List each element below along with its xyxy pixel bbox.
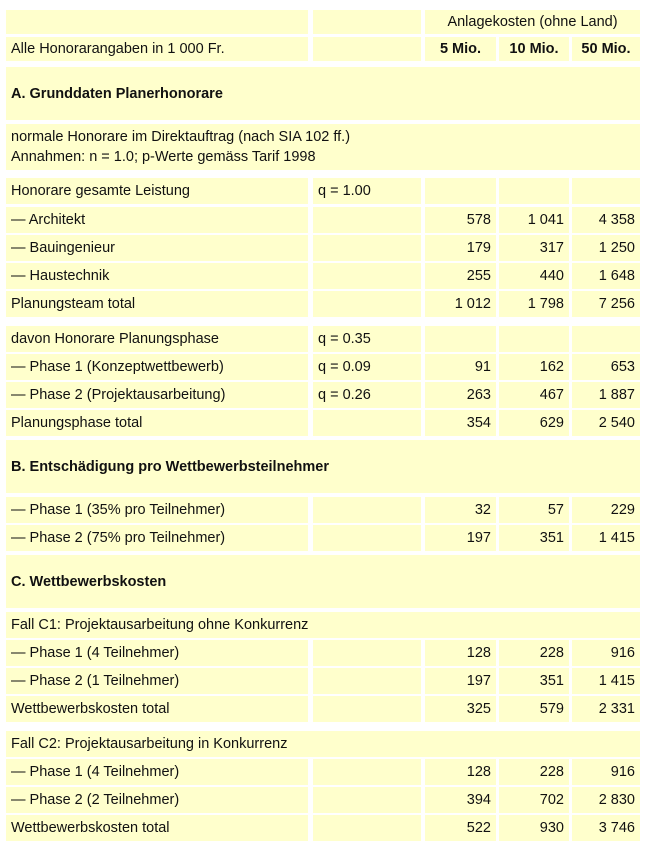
row-label: — Phase 2 (1 Teilnehmer) <box>6 668 308 694</box>
total-value: 930 <box>499 815 569 841</box>
q-value <box>313 291 421 317</box>
q-value <box>313 696 421 722</box>
value-cell: 1 648 <box>572 263 640 289</box>
q-value <box>313 525 421 551</box>
row-label: — Phase 1 (Konzeptwettbewerb) <box>6 354 308 380</box>
row-label: — Haustechnik <box>6 263 308 289</box>
value-cell: 255 <box>425 263 496 289</box>
section-title: A. Grunddaten Planerhonorare <box>6 67 640 120</box>
value-cell: 197 <box>425 525 496 551</box>
q-value: q = 0.26 <box>313 382 421 408</box>
row-label: — Phase 2 (2 Teilnehmer) <box>6 787 308 813</box>
total-label: Planungsphase total <box>6 410 308 436</box>
value-cell: 229 <box>572 497 640 523</box>
value-cell: 128 <box>425 640 496 666</box>
total-label: Wettbewerbskosten total <box>6 696 308 722</box>
q-value <box>313 410 421 436</box>
value-cell: 394 <box>425 787 496 813</box>
value-cell: 1 415 <box>572 668 640 694</box>
units-label: Alle Honorarangaben in 1 000 Fr. <box>6 37 308 61</box>
q-value <box>313 263 421 289</box>
total-label: Wettbewerbskosten total <box>6 815 308 841</box>
value-cell: 32 <box>425 497 496 523</box>
total-value: 325 <box>425 696 496 722</box>
column-header: 50 Mio. <box>572 37 640 61</box>
row-label: — Phase 2 (75% pro Teilnehmer) <box>6 525 308 551</box>
q-value <box>313 668 421 694</box>
value-cell: 467 <box>499 382 569 408</box>
value-cell: 440 <box>499 263 569 289</box>
total-value: 629 <box>499 410 569 436</box>
value-cell: 916 <box>572 759 640 785</box>
value-cell: 228 <box>499 640 569 666</box>
total-value: 1 798 <box>499 291 569 317</box>
total-value: 579 <box>499 696 569 722</box>
value-cell <box>425 326 496 352</box>
value-cell: 351 <box>499 525 569 551</box>
total-label: Planungsteam total <box>6 291 308 317</box>
section-title: B. Entschädigung pro Wettbewerbsteilnehmer <box>6 440 640 493</box>
note-line: Annahmen: n = 1.0; p-Werte gemäss Tarif 1998 <box>11 149 316 165</box>
header-blank-q <box>313 10 421 34</box>
value-cell: 162 <box>499 354 569 380</box>
value-cell: 91 <box>425 354 496 380</box>
q-value: q = 0.35 <box>313 326 421 352</box>
header-blank-q2 <box>313 37 421 61</box>
value-cell: 1 415 <box>572 525 640 551</box>
q-value <box>313 207 421 233</box>
value-cell: 263 <box>425 382 496 408</box>
column-header: 10 Mio. <box>499 37 569 61</box>
q-value: q = 0.09 <box>313 354 421 380</box>
value-cell: 702 <box>499 787 569 813</box>
group-label: davon Honorare Planungsphase <box>6 326 308 352</box>
case-label: Fall C2: Projektausarbeitung in Konkurrenz <box>6 731 640 757</box>
header-group-label: Anlagekosten (ohne Land) <box>425 10 640 34</box>
note-line: normale Honorare im Direktauftrag (nach SIA 102 ff.) <box>11 129 351 145</box>
row-label: — Architekt <box>6 207 308 233</box>
value-cell: 228 <box>499 759 569 785</box>
value-cell <box>425 178 496 204</box>
column-header: 5 Mio. <box>425 37 496 61</box>
value-cell: 1 250 <box>572 235 640 261</box>
q-value <box>313 235 421 261</box>
section-title: C. Wettbewerbskosten <box>6 555 640 608</box>
value-cell: 128 <box>425 759 496 785</box>
total-value: 2 540 <box>572 410 640 436</box>
value-cell: 57 <box>499 497 569 523</box>
value-cell: 653 <box>572 354 640 380</box>
value-cell: 1 041 <box>499 207 569 233</box>
total-value: 3 746 <box>572 815 640 841</box>
row-label: — Phase 2 (Projektausarbeitung) <box>6 382 308 408</box>
value-cell: 2 830 <box>572 787 640 813</box>
q-value <box>313 497 421 523</box>
value-cell <box>572 326 640 352</box>
note-block <box>6 124 640 170</box>
q-value <box>313 759 421 785</box>
row-label: — Phase 1 (4 Teilnehmer) <box>6 759 308 785</box>
row-label: — Phase 1 (35% pro Teilnehmer) <box>6 497 308 523</box>
total-value: 1 012 <box>425 291 496 317</box>
row-label: — Bauingenieur <box>6 235 308 261</box>
q-value <box>313 787 421 813</box>
total-value: 522 <box>425 815 496 841</box>
total-value: 7 256 <box>572 291 640 317</box>
value-cell <box>499 326 569 352</box>
value-cell: 578 <box>425 207 496 233</box>
q-value: q = 1.00 <box>313 178 421 204</box>
value-cell: 1 887 <box>572 382 640 408</box>
value-cell: 197 <box>425 668 496 694</box>
value-cell <box>572 178 640 204</box>
value-cell: 317 <box>499 235 569 261</box>
case-label: Fall C1: Projektausarbeitung ohne Konkurrenz <box>6 612 640 638</box>
group-label: Honorare gesamte Leistung <box>6 178 308 204</box>
row-label: — Phase 1 (4 Teilnehmer) <box>6 640 308 666</box>
q-value <box>313 815 421 841</box>
value-cell <box>499 178 569 204</box>
value-cell: 351 <box>499 668 569 694</box>
value-cell: 179 <box>425 235 496 261</box>
q-value <box>313 640 421 666</box>
value-cell: 916 <box>572 640 640 666</box>
header-blank-label <box>6 10 308 34</box>
total-value: 354 <box>425 410 496 436</box>
value-cell: 4 358 <box>572 207 640 233</box>
total-value: 2 331 <box>572 696 640 722</box>
